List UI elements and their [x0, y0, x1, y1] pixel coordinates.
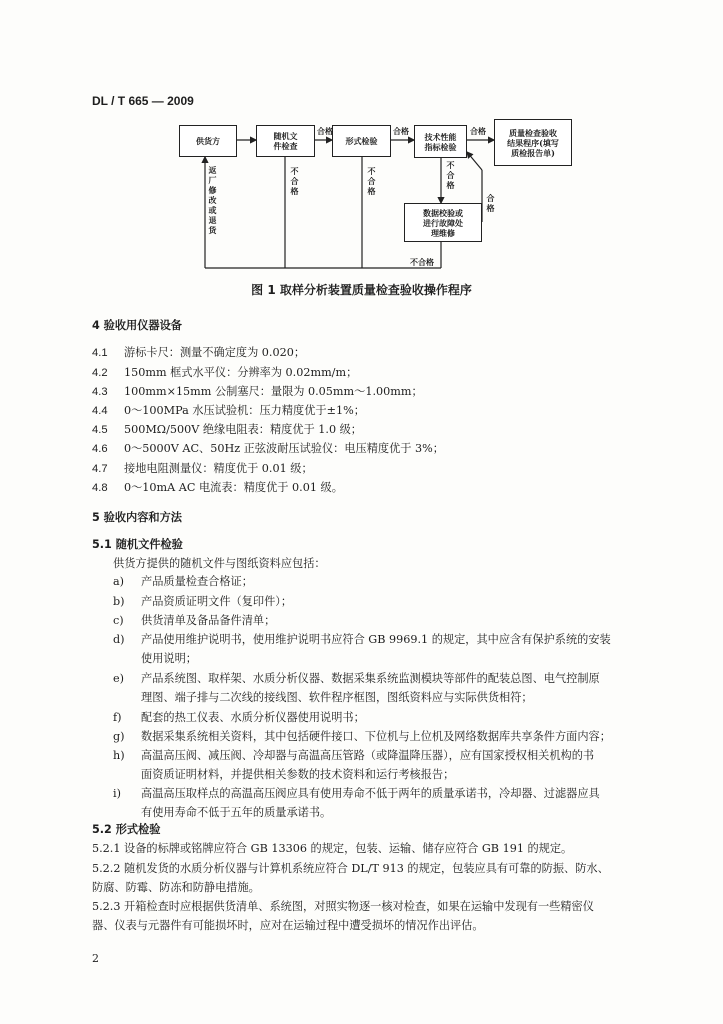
flow-box-form-check-label: 形式检验	[345, 136, 378, 146]
list-item-marker: g)	[113, 730, 125, 743]
clause-5-2-1-line-1: 5.2.1 设备的标牌或铭牌应符合 GB 13306 的规定，包装、运输、储存应符合 GB 191 的规定。	[92, 842, 573, 855]
list-item-text: 产品系统图、取样架、水质分析仪器、数据采集系统监测模块等部件的配装总图、电气控制原	[141, 672, 600, 685]
clause-number: 4.4	[92, 405, 108, 417]
list-item-marker: e)	[113, 672, 124, 685]
list-item-text: 配套的热工仪表、水质分析仪器使用说明书；	[141, 711, 365, 724]
clause-number: 4.8	[92, 482, 108, 494]
list-item-marker: d)	[113, 633, 125, 646]
clause-text: 150mm 框式水平仪：分辨率为 0.02mm/m；	[124, 366, 358, 379]
section-5-1-intro: 供货方提供的随机文件与图纸资料应包括：	[113, 557, 326, 570]
page-header: DL / T 665 — 2009	[92, 94, 194, 108]
clause-number: 4.2	[92, 367, 108, 379]
list-item-marker: a)	[113, 575, 125, 588]
label-pass-4: 合格	[486, 193, 495, 213]
page-number: 2	[92, 952, 99, 965]
clause-5-2-2-line-1: 5.2.2 随机发货的水质分析仪器与计算机系统应符合 DL/T 913 的规定，包装应具有可靠的防振、防水、	[92, 862, 609, 875]
list-item-marker: c)	[113, 614, 124, 627]
flow-box-form-check	[332, 125, 391, 157]
list-item-text: 供货清单及备品备件清单；	[141, 614, 276, 627]
clause-text: 接地电阻测量仪：精度优于 0.01 级；	[124, 462, 313, 475]
clause-text: 0～10mA AC 电流表：精度优于 0.01 级。	[124, 481, 343, 494]
section-5-heading: 5 验收内容和方法	[92, 511, 182, 524]
flow-box-docs-check	[256, 125, 315, 157]
clause-5-2-3-line-1: 5.2.3 开箱检查时应根据供货清单、系统图，对照实物逐一核对检查，如果在运输中发现有一些精密仪	[92, 900, 594, 913]
list-item-text: 有使用寿命不低于五年的质量承诺书。	[141, 806, 332, 819]
clause-number: 4.7	[92, 463, 108, 475]
section-4-heading: 4 验收用仪器设备	[92, 319, 182, 332]
section-5-2-heading: 5.2 形式检验	[92, 823, 161, 836]
section-4-item	[92, 422, 362, 438]
flow-box-tech-check-label: 技术性能 指标检验	[424, 131, 457, 152]
section-4-item	[92, 403, 365, 419]
label-pass-2: 合格	[393, 126, 409, 136]
flow-box-repair	[404, 203, 482, 242]
clause-number: 4.3	[92, 386, 108, 398]
section-4-item	[92, 345, 305, 361]
list-item-text: 使用说明；	[141, 652, 197, 665]
label-fail-1: 不合格	[290, 166, 299, 196]
section-4-item	[92, 384, 423, 400]
list-item-marker: f)	[113, 711, 122, 724]
label-fail-2: 不合格	[367, 166, 376, 196]
clause-number: 4.1	[92, 347, 108, 359]
clause-5-2-3-line-2: 器、仪表与元器件有可能损坏时，应对在运输过程中遭受损坏的情况作出评估。	[92, 919, 484, 932]
flow-box-supplier	[179, 125, 237, 157]
list-item-text: 理图、端子排与二次线的接线图、软件程序框图，图纸资料应与实际供货相符；	[141, 691, 533, 704]
list-item-text: 产品资质证明文件（复印件）；	[141, 595, 293, 608]
section-4-item	[92, 441, 444, 457]
flow-box-docs-check-label: 随机文 件检查	[273, 131, 298, 151]
section-4-item	[92, 461, 313, 477]
list-item-text: 产品质量检查合格证；	[141, 575, 253, 588]
label-fail-bottom: 不合格	[410, 257, 434, 267]
flow-box-result-label: 质量检查验收 结果程序(填写 质检报告单)	[507, 127, 559, 158]
list-item-text: 面资质证明材料，并提供相关参数的技术资料和运行考核报告；	[141, 768, 455, 781]
clause-text: 0～5000V AC、50Hz 正弦波耐压试验仪：电压精度优于 3%；	[124, 442, 444, 455]
clause-text: 500MΩ/500V 绝缘电阻表：精度优于 1.0 级；	[124, 423, 362, 436]
clause-number: 4.6	[92, 443, 108, 455]
flow-box-result	[494, 119, 572, 166]
label-pass-3: 合格	[470, 126, 486, 136]
clause-text: 游标卡尺：测量不确定度为 0.020；	[124, 346, 306, 359]
flow-box-supplier-label: 供货方	[196, 136, 220, 146]
figure-caption: 图 1 取样分析装置质量检查验收操作程序	[251, 283, 472, 297]
label-return: 返厂修改或退货	[208, 165, 217, 235]
list-item-marker: h)	[113, 749, 125, 762]
list-item-text: 产品使用维护说明书，使用维护说明书应符合 GB 9969.1 的规定，其中应含有保护系统的安装	[141, 633, 611, 646]
list-item-text: 高温高压取样点的高温高压阀应具有使用寿命不低于两年的质量承诺书，冷却器、过滤器应具	[141, 787, 600, 800]
section-4-item	[92, 480, 343, 496]
clause-text: 100mm×15mm 公制塞尺：量限为 0.05mm～1.00mm；	[124, 385, 423, 398]
flowchart	[0, 0, 723, 300]
clause-text: 0～100MPa 水压试验机：压力精度优于±1%；	[124, 404, 365, 417]
flow-box-repair-label: 数据校验或 进行故障处 理维修	[423, 207, 463, 238]
section-4-item	[92, 365, 357, 381]
label-pass-1: 合格	[317, 126, 333, 136]
list-item-text: 数据采集系统相关资料，其中包括硬件接口、下位机与上位机及网络数据库共享条件方面内容；	[141, 730, 611, 743]
clause-5-2-2-line-2: 防腐、防霉、防冻和防静电措施。	[92, 881, 260, 894]
clause-number: 4.5	[92, 424, 108, 436]
flow-box-tech-check	[414, 125, 467, 158]
list-item-marker: b)	[113, 595, 125, 608]
label-fail-3: 不合格	[446, 160, 455, 190]
list-item-text: 高温高压阀、减压阀、冷却器与高温高压管路（或降温降压器），应有国家授权相关机构的书	[141, 749, 595, 762]
section-5-1-heading: 5.1 随机文件检验	[92, 538, 183, 551]
list-item-marker: i)	[113, 787, 121, 800]
